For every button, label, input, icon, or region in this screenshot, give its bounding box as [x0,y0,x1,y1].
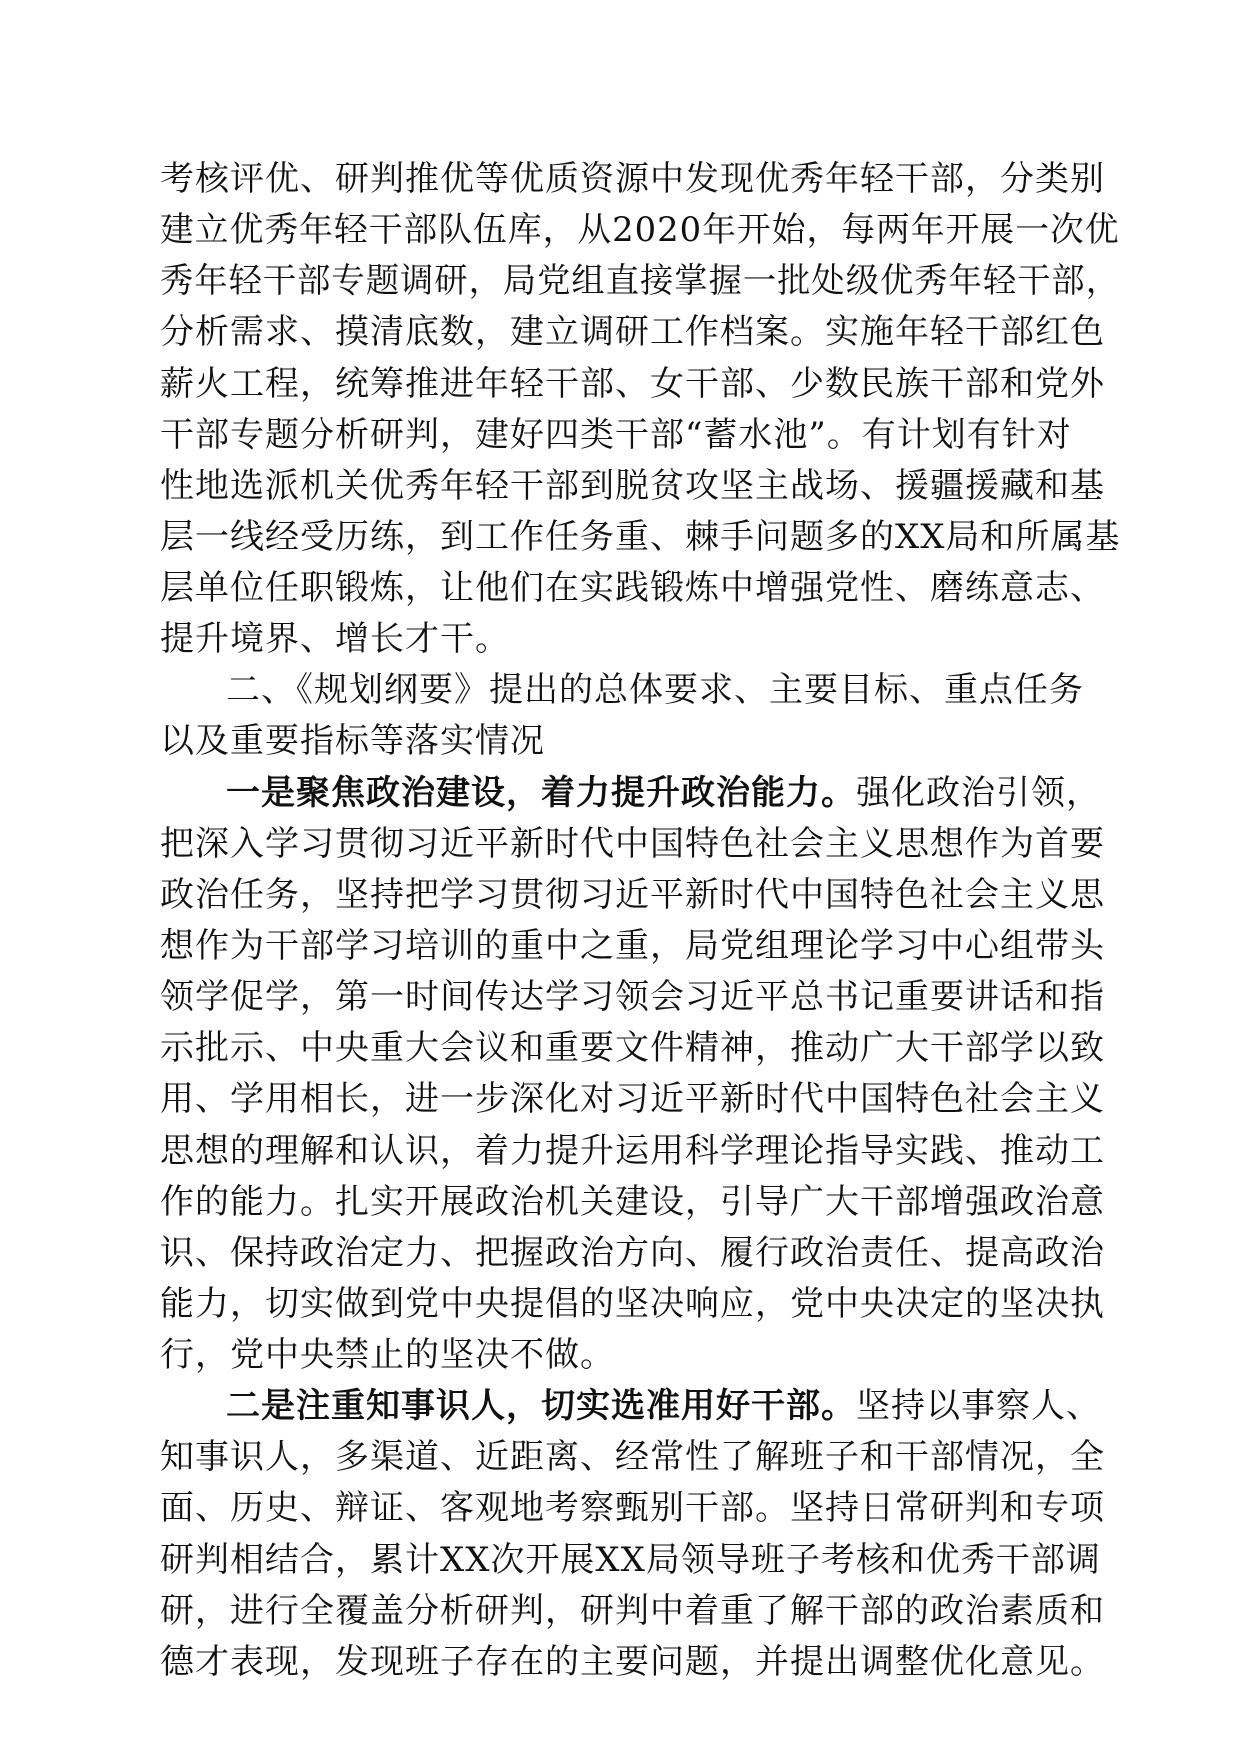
text-line: 行，党中央禁止的坚决不做。 [160,1335,615,1375]
paragraph-lead [226,774,1101,812]
text-line: 研，进行全覆盖分析研判，研判中着重了解干部的政治素质和 [160,1591,1105,1631]
text-line: 作的能力。扎实开展政治机关建设，引导广大干部增强政治意 [160,1182,1105,1222]
text-line: 能力，切实做到党中央提倡的坚决响应，党中央决定的坚决执 [160,1284,1105,1324]
text-line: 面、历史、辩证、客观地考察甄别干部。坚持日常研判和专项 [160,1488,1105,1528]
paragraph-lead-text: 坚持以事察人、 [856,1386,1101,1426]
text-line: 把深入学习贯彻习近平新时代中国特色社会主义思想作为首要 [160,824,1105,864]
text-line: 层一线经受历练，到工作任务重、棘手问题多的XX局和所属基 [160,517,1121,557]
paragraph-lead-bold: 二是注重知事识人，切实选准用好干部。 [226,1386,856,1426]
text-line: 想作为干部学习培训的重中之重，局党组理论学习中心组带头 [160,926,1105,966]
text-line: 识、保持政治定力、把握政治方向、履行政治责任、提高政治 [160,1233,1105,1273]
text-line: 思想的理解和认识，着力提升运用科学理论指导实践、推动工 [160,1131,1105,1171]
text-line: 层单位任职锻炼，让他们在实践锻炼中增强党性、磨练意志、 [160,568,1105,608]
text-line: 知事识人，多渠道、近距离、经常性了解班子和干部情况，全 [160,1437,1105,1477]
section-heading: 二、《规划纲要》提出的总体要求、主要目标、重点任务 [226,670,1084,710]
text-line: 薪火工程，统筹推进年轻干部、女干部、少数民族干部和党外 [160,364,1105,404]
text-line: 干部专题分析研判，建好四类干部“蓄水池”。有计划有针对 [160,415,1072,455]
text-line: 建立优秀年轻干部队伍库，从2020年开始，每两年开展一次优 [160,210,1120,250]
text-line: 提升境界、增长才干。 [160,619,510,659]
text-line: 德才表现，发现班子存在的主要问题，并提出调整优化意见。 [160,1642,1105,1682]
text-line: 用、学用相长，进一步深化对习近平新时代中国特色社会主义 [160,1079,1105,1119]
text-line: 示批示、中央重大会议和重要文件精神，推动广大干部学以致 [160,1028,1105,1068]
text-line: 研判相结合，累计XX次开展XX局领导班子考核和优秀干部调 [160,1540,1101,1580]
paragraph-lead-bold: 一是聚焦政治建设，着力提升政治能力。 [226,773,856,813]
text-line: 考核评优、研判推优等优质资源中发现优秀年轻干部，分类别 [160,159,1105,199]
text-line: 领学促学，第一时间传达学习领会习近平总书记重要讲话和指 [160,977,1105,1017]
text-line: 秀年轻干部专题调研，局党组直接掌握一批处级优秀年轻干部， [160,261,1121,301]
paragraph-lead-text: 强化政治引领， [856,773,1101,813]
text-line: 政治任务，坚持把学习贯彻习近平新时代中国特色社会主义思 [160,875,1105,915]
text-line: 分析需求、摸清底数，建立调研工作档案。实施年轻干部红色 [160,312,1105,352]
paragraph-lead [226,1387,1101,1425]
text-line: 性地选派机关优秀年轻干部到脱贫攻坚主战场、援疆援藏和基 [160,466,1105,506]
section-heading-cont: 以及重要指标等落实情况 [160,721,545,761]
